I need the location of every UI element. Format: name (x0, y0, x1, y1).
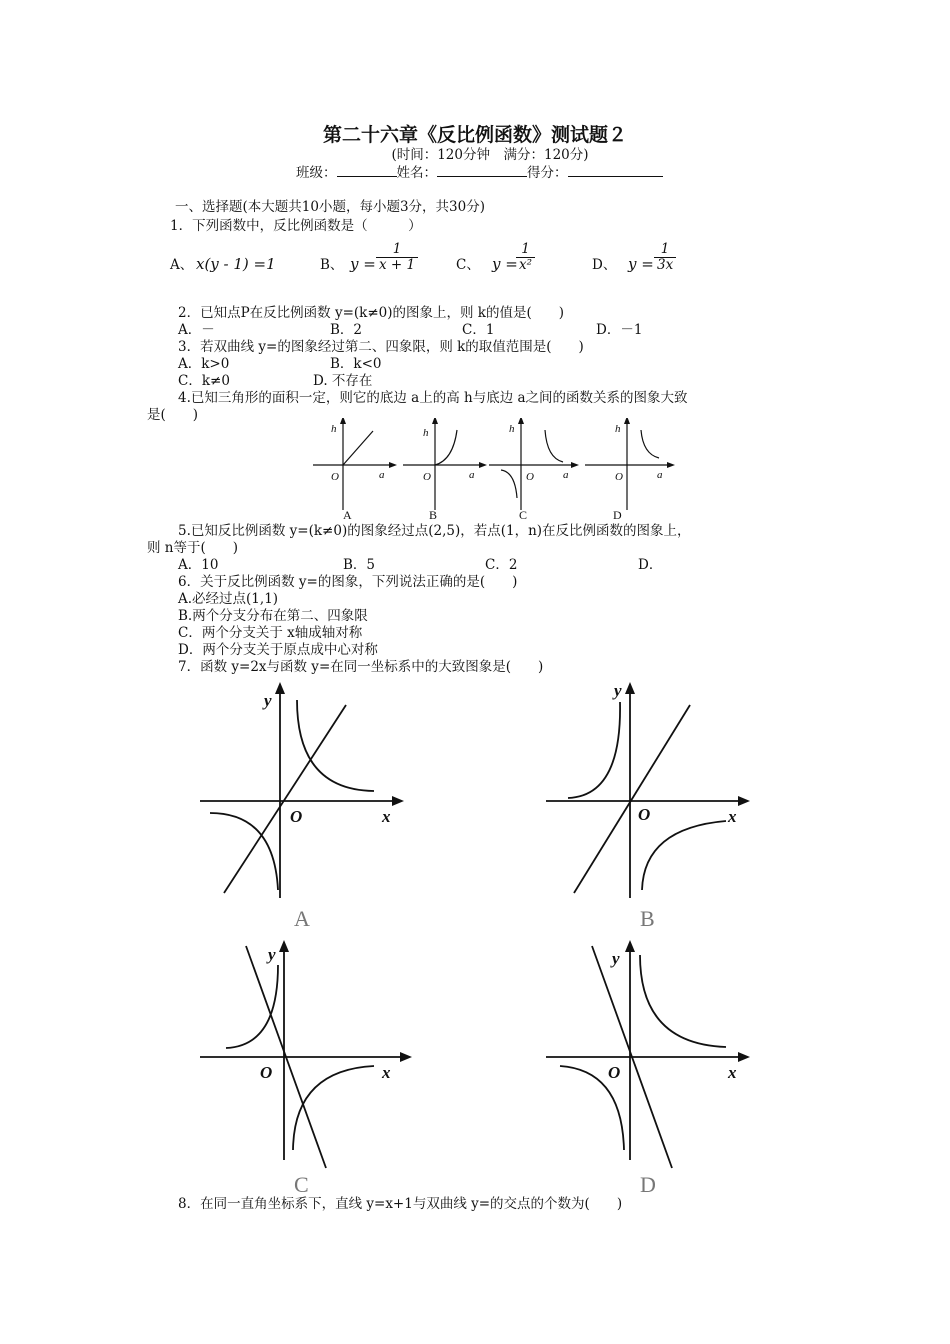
q7-graph-d-origin: O (608, 1063, 621, 1082)
q7-graph-b-y-label: y (614, 681, 622, 700)
q1-b-numerator: 1 (376, 242, 418, 258)
q6-option-b: B.两个分支分布在第二、四象限 (178, 608, 368, 624)
q4-graph-c-y-arrow (518, 418, 524, 424)
score-blank[interactable] (568, 164, 663, 177)
q7-graph-options (190, 680, 770, 1200)
q1-option-d-lhs: y = (628, 255, 654, 273)
q4-stem-line2: 是( ) (147, 407, 199, 423)
q7-graph-d-caption: D (640, 1172, 656, 1197)
q5-option-d: D． (638, 557, 663, 573)
q4-graph-c-branch-2 (501, 470, 517, 498)
q3-stem: 3．若双曲线 y=的图象经过第二、四象限，则 k的取值范围是( ) (178, 339, 584, 355)
q8-stem: 8．在同一直角坐标系下，直线 y=x+1与双曲线 y=的交点的个数为( ) (178, 1196, 623, 1212)
q1-option-a-label: A、 (170, 257, 194, 273)
q1-b-denominator: x + 1 (379, 257, 416, 273)
q4-graph-a-caption: A (343, 508, 352, 522)
q4-graph-b-x-label: a (469, 469, 475, 481)
q4-graph-d-x-label: a (657, 469, 663, 481)
q3-option-b: B．k<0 (330, 356, 382, 372)
q4-graph-c-x-label: a (563, 469, 569, 481)
q7-graph-d-x-label: x (728, 1063, 737, 1082)
q1-c-denominator: x² (519, 257, 533, 273)
q4-graph-a-x-arrow (389, 462, 397, 468)
q7-graph-a-x-arrow (392, 796, 404, 806)
q1-option-a-expr: x(y - 1) =1 (196, 255, 276, 273)
q7-graph-a-y-arrow (275, 682, 285, 694)
q1-d-denominator: 3x (657, 257, 674, 273)
q4-graph-d-curve (641, 430, 659, 458)
q4-graph-b-caption: B (429, 508, 438, 522)
q7-graph-a-caption: A (294, 906, 310, 931)
q7-graph-c-x-label: x (382, 1063, 391, 1082)
q1-d-numerator: 1 (654, 242, 676, 258)
q4-graph-d-caption: D (613, 508, 622, 522)
q7-graph-d-y-arrow (625, 940, 635, 952)
q7-graph-a-branch-1 (297, 700, 374, 791)
q6-option-d: D．两个分支关于原点成中心对称 (178, 642, 378, 658)
q7-graph-c-y-label: y (268, 945, 276, 964)
q4-stem-line1: 4.已知三角形的面积一定，则它的底边 a上的高 h与底边 a之间的函数关系的图象大致 (178, 390, 688, 406)
q1-option-b-fraction (376, 242, 418, 273)
q4-graph-b-origin: O (423, 471, 431, 483)
q7-graph-c-origin: O (260, 1063, 273, 1082)
page-title: 第二十六章《反比例函数》测试题２ (322, 124, 627, 146)
section-heading: 一、选择题(本大题共10小题，每小题3分，共30分) (175, 199, 485, 215)
q3-option-a: A．k>0 (178, 356, 230, 372)
q4-graph-c-x-arrow (571, 462, 579, 468)
q1-option-c-fraction (516, 242, 535, 273)
q6-stem: 6．关于反比例函数 y=的图象，下列说法正确的是( ) (178, 574, 518, 590)
q4-graph-b-y-arrow (432, 418, 438, 424)
q7-graph-a-x-label: x (382, 807, 391, 826)
class-label: 班级： (296, 165, 337, 181)
q4-graph-d-y-arrow (624, 418, 630, 424)
q5-option-b: B．5 (343, 557, 376, 573)
q5-stem-line2: 则 n等于( ) (147, 540, 239, 556)
q7-graph-b-x-arrow (738, 796, 750, 806)
q3-option-d: D. 不存在 (313, 373, 373, 389)
q5-option-c: C．2 (485, 557, 518, 573)
name-blank[interactable] (437, 164, 527, 177)
q2-option-c: C．1 (462, 322, 495, 338)
score-label: 得分： (527, 165, 568, 181)
q5-option-a: A．10 (178, 557, 219, 573)
q7-stem: 7．函数 y=2x与函数 y=在同一坐标系中的大致图象是( ) (178, 659, 544, 675)
q1-option-d-fraction (654, 242, 676, 273)
q1-option-b-lhs: y = (350, 255, 376, 273)
q3-option-c: C．k≠0 (178, 373, 230, 389)
q4-graph-c-caption: C (519, 508, 528, 522)
q4-graph-a-y-label: h (331, 423, 337, 435)
q2-stem: 2．已知点P在反比例函数 y=(k≠0)的图象上，则 k的值是( ) (178, 305, 565, 321)
q2-option-b: B．2 (330, 322, 363, 338)
q7-graph-b-caption: B (640, 906, 655, 931)
q7-graph-b-line (574, 705, 690, 893)
q1-option-b-label: B、 (320, 257, 344, 273)
q4-graph-b-y-label: h (423, 427, 429, 439)
q4-graph-a-line (343, 431, 373, 465)
q4-graph-c-origin: O (526, 471, 534, 483)
q7-graph-b-branch-1 (568, 702, 620, 798)
q5-stem-line1: 5.已知反比例函数 y=(k≠0)的图象经过点(2,5)，若点(1，n)在反比例函数的图象上， (178, 523, 691, 539)
q7-graph-c-y-arrow (279, 940, 289, 952)
q7-graph-d-y-label: y (612, 949, 620, 968)
q6-option-a: A.必经过点(1,1) (178, 591, 279, 607)
student-info-line (296, 164, 663, 181)
q7-graph-b-origin: O (638, 805, 651, 824)
q7-graph-a-origin: O (290, 807, 303, 826)
q7-graph-b-y-arrow (625, 682, 635, 694)
q7-graph-c-caption: C (294, 1172, 309, 1197)
q4-graph-d-x-arrow (667, 462, 675, 468)
q4-graph-d-y-label: h (615, 423, 621, 435)
q1-option-c-label: C、 (456, 257, 480, 273)
name-label: 姓名： (396, 165, 437, 181)
q7-graph-d-branch-1 (640, 955, 726, 1047)
q4-graph-options (305, 418, 685, 523)
q4-graph-a-y-arrow (340, 418, 346, 424)
q7-graph-d-x-arrow (738, 1052, 750, 1062)
q7-graph-b-branch-2 (642, 821, 726, 890)
q6-option-c: C．两个分支关于 x轴成轴对称 (178, 625, 363, 641)
q4-graph-d-origin: O (615, 471, 623, 483)
q4-graph-b-x-arrow (479, 462, 487, 468)
q7-graph-b-x-label: x (728, 807, 737, 826)
class-blank[interactable] (337, 164, 397, 177)
q4-graph-c-branch-1 (545, 430, 563, 462)
exam-duration-score: (时间：120分钟 满分：120分) (391, 147, 589, 163)
q4-graph-a-origin: O (331, 471, 339, 483)
q1-option-c-lhs: y = (492, 255, 518, 273)
q2-option-d: D．－1 (596, 322, 643, 338)
q7-graph-a-y-label: y (264, 691, 272, 710)
q7-graph-c-branch-1 (226, 965, 278, 1048)
q2-option-a: A．－ (178, 322, 215, 338)
q1-c-numerator: 1 (516, 242, 535, 258)
q7-graph-c-x-arrow (400, 1052, 412, 1062)
q4-graph-c-y-label: h (509, 423, 515, 435)
q7-graph-a-line (224, 705, 346, 893)
q1-stem: 1．下列函数中，反比例函数是（ ） (170, 218, 422, 234)
q4-graph-b-curve (435, 430, 457, 465)
q1-option-d-label: D、 (592, 257, 617, 273)
q4-graph-a-x-label: a (379, 469, 385, 481)
